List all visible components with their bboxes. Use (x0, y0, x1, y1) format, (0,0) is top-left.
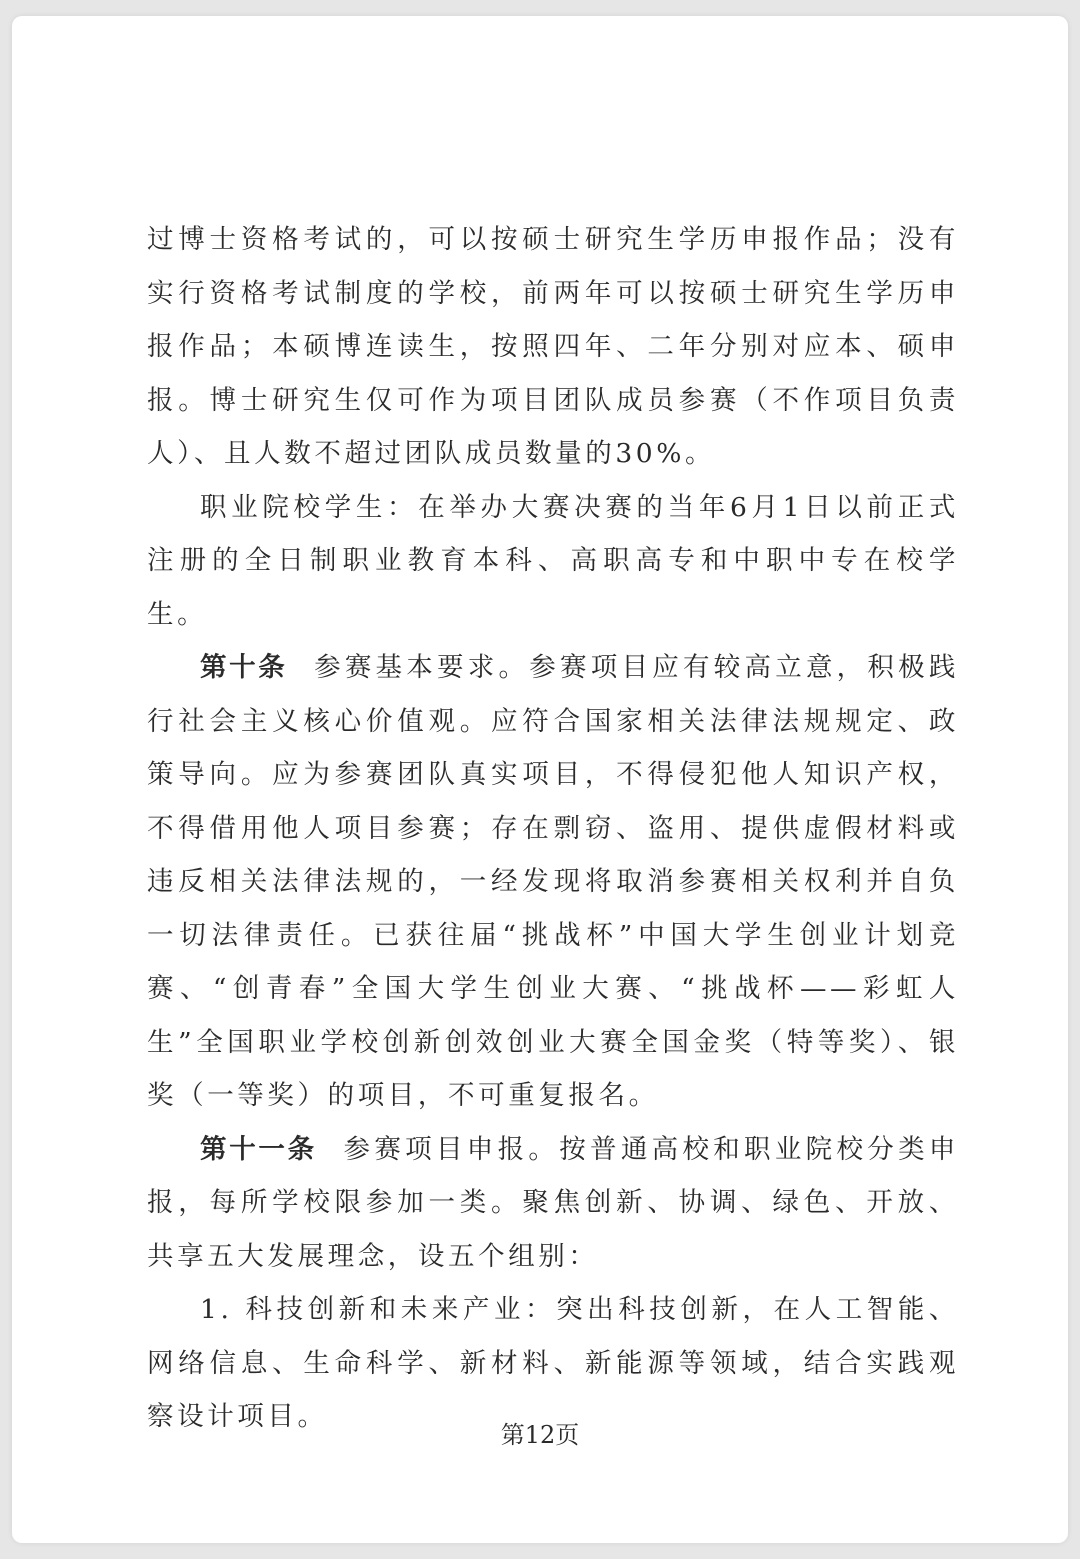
paragraph-text: 过博士资格考试的，可以按硕士研究生学历申报作品；没有实行资格考试制度的学校，前两年可以按硕士研究生学历申报作品；本硕博连读生，按照四年、二年分别对应本、硕申报。博士研究生仅可作为项目团队成员参赛（不作项目负责人）、且人数不超过团队成员数量的30%。 (147, 224, 959, 469)
article-10-heading: 第十条 (200, 652, 288, 683)
document-body (147, 213, 959, 1444)
article-11 (147, 1123, 959, 1284)
article-11-text: 参赛项目申报。按普通高校和职业院校分类申报，每所学校限参加一类。聚焦创新、协调、绿色、开放、共享五大发展理念，设五个组别： (147, 1133, 960, 1272)
paragraph-vocational-students (147, 481, 959, 642)
document-page (12, 16, 1068, 1543)
article-10-text: 参赛基本要求。参赛项目应有较高立意，积极践行社会主义核心价值观。应符合国家相关法律法规规定、政策导向。应为参赛团队真实项目，不得侵犯他人知识产权，不得借用他人项目参赛；存在剽窃、盗用、提供虚假材料或违反相关法律法规的，一经发现将取消参赛相关权利并自负一切法律责任。已获往届“挑战杯”中国大学生创业计划竞赛、“创青春”全国大学生创业大赛、“挑战杯——彩虹人生”全国职业学校创新创效创业大赛全国金奖（特等奖）、银奖（一等奖）的项目，不可重复报名。 (147, 652, 960, 1111)
list-item-text: 1. 科技创新和未来产业：突出科技创新，在人工智能、网络信息、生命科学、新材料、新能源等领域，结合实践观察设计项目。 (147, 1294, 959, 1432)
paragraph-doctoral-eligibility (147, 213, 959, 481)
page-number: 第12页 (500, 1421, 580, 1449)
article-11-heading: 第十一条 (200, 1133, 317, 1165)
article-10 (147, 641, 959, 1123)
paragraph-text: 职业院校学生：在举办大赛决赛的当年6月1日以前正式注册的全日制职业教育本科、高职高专和中职中专在校学生。 (147, 491, 959, 630)
